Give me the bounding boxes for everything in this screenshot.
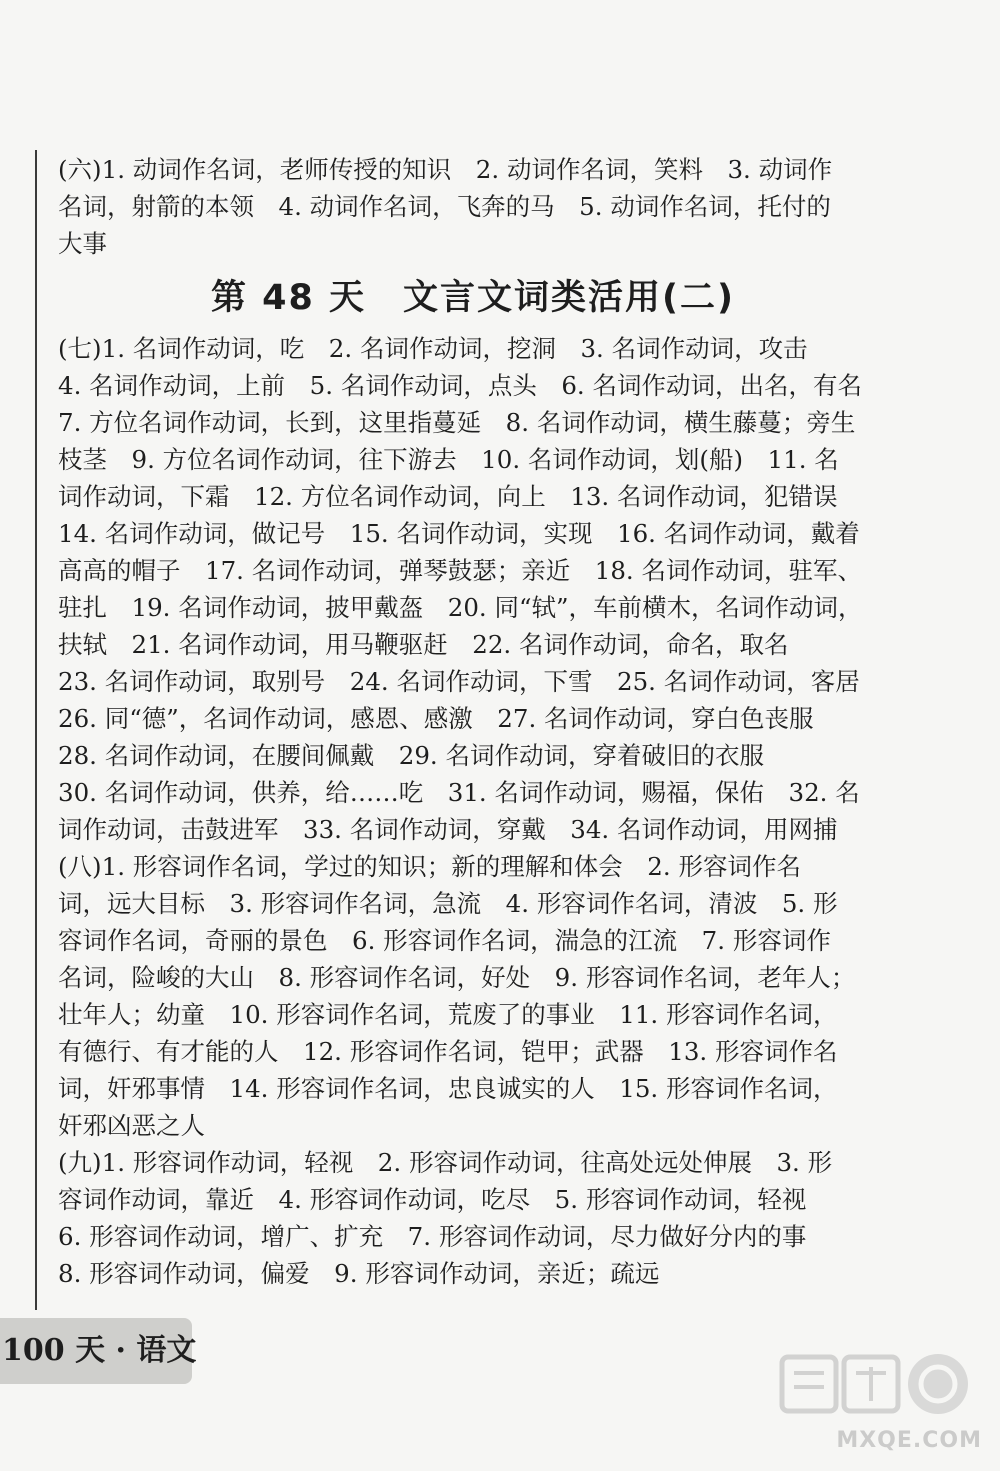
text-line: 词作动词，下霜 12. 方位名词作动词，向上 13. 名词作动词，犯错误 [58,482,838,511]
text-line: 容词作动词，靠近 4. 形容词作动词，吃尽 5. 形容词作动词，轻视 [58,1185,807,1214]
text-line: 名词，险峻的大山 8. 形容词作名词，好处 9. 形容词作名词，老年人； [58,963,856,992]
section-8 [58,848,888,1144]
text-line: 7. 方位名词作动词，长到，这里指蔓延 8. 名词作动词，横生藤蔓；旁生 [58,408,856,437]
text-line: 有德行、有才能的人 12. 形容词作名词，铠甲；武器 13. 形容词作名 [58,1037,838,1066]
text-line: 23. 名词作动词，取别号 24. 名词作动词，下雪 25. 名词作动词，客居 [58,667,860,696]
text-line: 壮年人；幼童 10. 形容词作名词，荒废了的事业 11. 形容词作名词， [58,1000,838,1029]
watermark-text: MXQE.COM [836,1428,982,1453]
text-line: (八)1. 形容词作名词，学过的知识；新的理解和体会 2. 形容词作名 [58,852,801,881]
text-line: 28. 名词作动词，在腰间佩戴 29. 名词作动词，穿着破旧的衣服 [58,741,764,770]
text-line: 14. 名词作动词，做记号 15. 名词作动词，实现 16. 名词作动词，戴着 [58,519,860,548]
text-line: 枝茎 9. 方位名词作动词，往下游去 10. 名词作动词，划(船) 11. 名 [58,445,839,474]
footer-label: 100 天 · 语文 [2,1333,197,1368]
text-line: 26. 同“德”，名词作动词，感恩、感激 27. 名词作动词，穿白色丧服 [58,704,814,733]
section-7 [58,330,888,848]
text-line: 词，奸邪事情 14. 形容词作名词，忠良诚实的人 15. 形容词作名词， [58,1074,838,1103]
text-line: 词作动词，击鼓进军 33. 名词作动词，穿戴 34. 名词作动词，用网捕 [58,815,838,844]
text-line: (七)1. 名词作动词，吃 2. 名词作动词，挖洞 3. 名词作动词，攻击 [58,334,808,363]
answer-circle-logo-icon [772,1339,982,1429]
text-line: 6. 形容词作动词，增广、扩充 7. 形容词作动词，尽力做好分内的事 [58,1222,807,1251]
text-line: 8. 形容词作动词，偏爱 9. 形容词作动词，亲近；疏远 [58,1259,660,1288]
text-line: 驻扎 19. 名词作动词，披甲戴盔 20. 同“轼”，车前横木，名词作动词， [58,593,863,622]
footer-tab [0,1318,197,1384]
text-line: 大事 [58,229,107,258]
section-9 [58,1144,888,1292]
text-line: 30. 名词作动词，供养，给……吃 31. 名词作动词，赐福，保佑 32. 名 [58,778,860,807]
text-line: 名词，射箭的本领 4. 动词作名词，飞奔的马 5. 动词作名词，托付的 [58,192,831,221]
text-line: 4. 名词作动词，上前 5. 名词作动词，点头 6. 名词作动词，出名，有名 [58,371,862,400]
text-line: (九)1. 形容词作动词，轻视 2. 形容词作动词，往高处远处伸展 3. 形 [58,1148,833,1177]
text-line: 词，远大目标 3. 形容词作名词，急流 4. 形容词作名词，清波 5. 形 [58,889,838,918]
text-line: (六)1. 动词作名词，老师传授的知识 2. 动词作名词，笑料 3. 动词作 [58,155,833,184]
text-line: 扶轼 21. 名词作动词，用马鞭驱赶 22. 名词作动词，命名，取名 [58,630,789,659]
answer-content [58,151,888,1292]
section-6 [58,151,888,262]
page-title: 第 48 天 文言文词类活用(二) [210,278,736,318]
margin-rule [35,150,37,1310]
text-line: 高高的帽子 17. 名词作动词，弹琴鼓瑟；亲近 18. 名词作动词，驻军、 [58,556,862,585]
text-line: 容词作名词，奇丽的景色 6. 形容词作名词，湍急的江流 7. 形容词作 [58,926,831,955]
text-line: 奸邪凶恶之人 [58,1111,205,1140]
watermark [772,1339,982,1459]
